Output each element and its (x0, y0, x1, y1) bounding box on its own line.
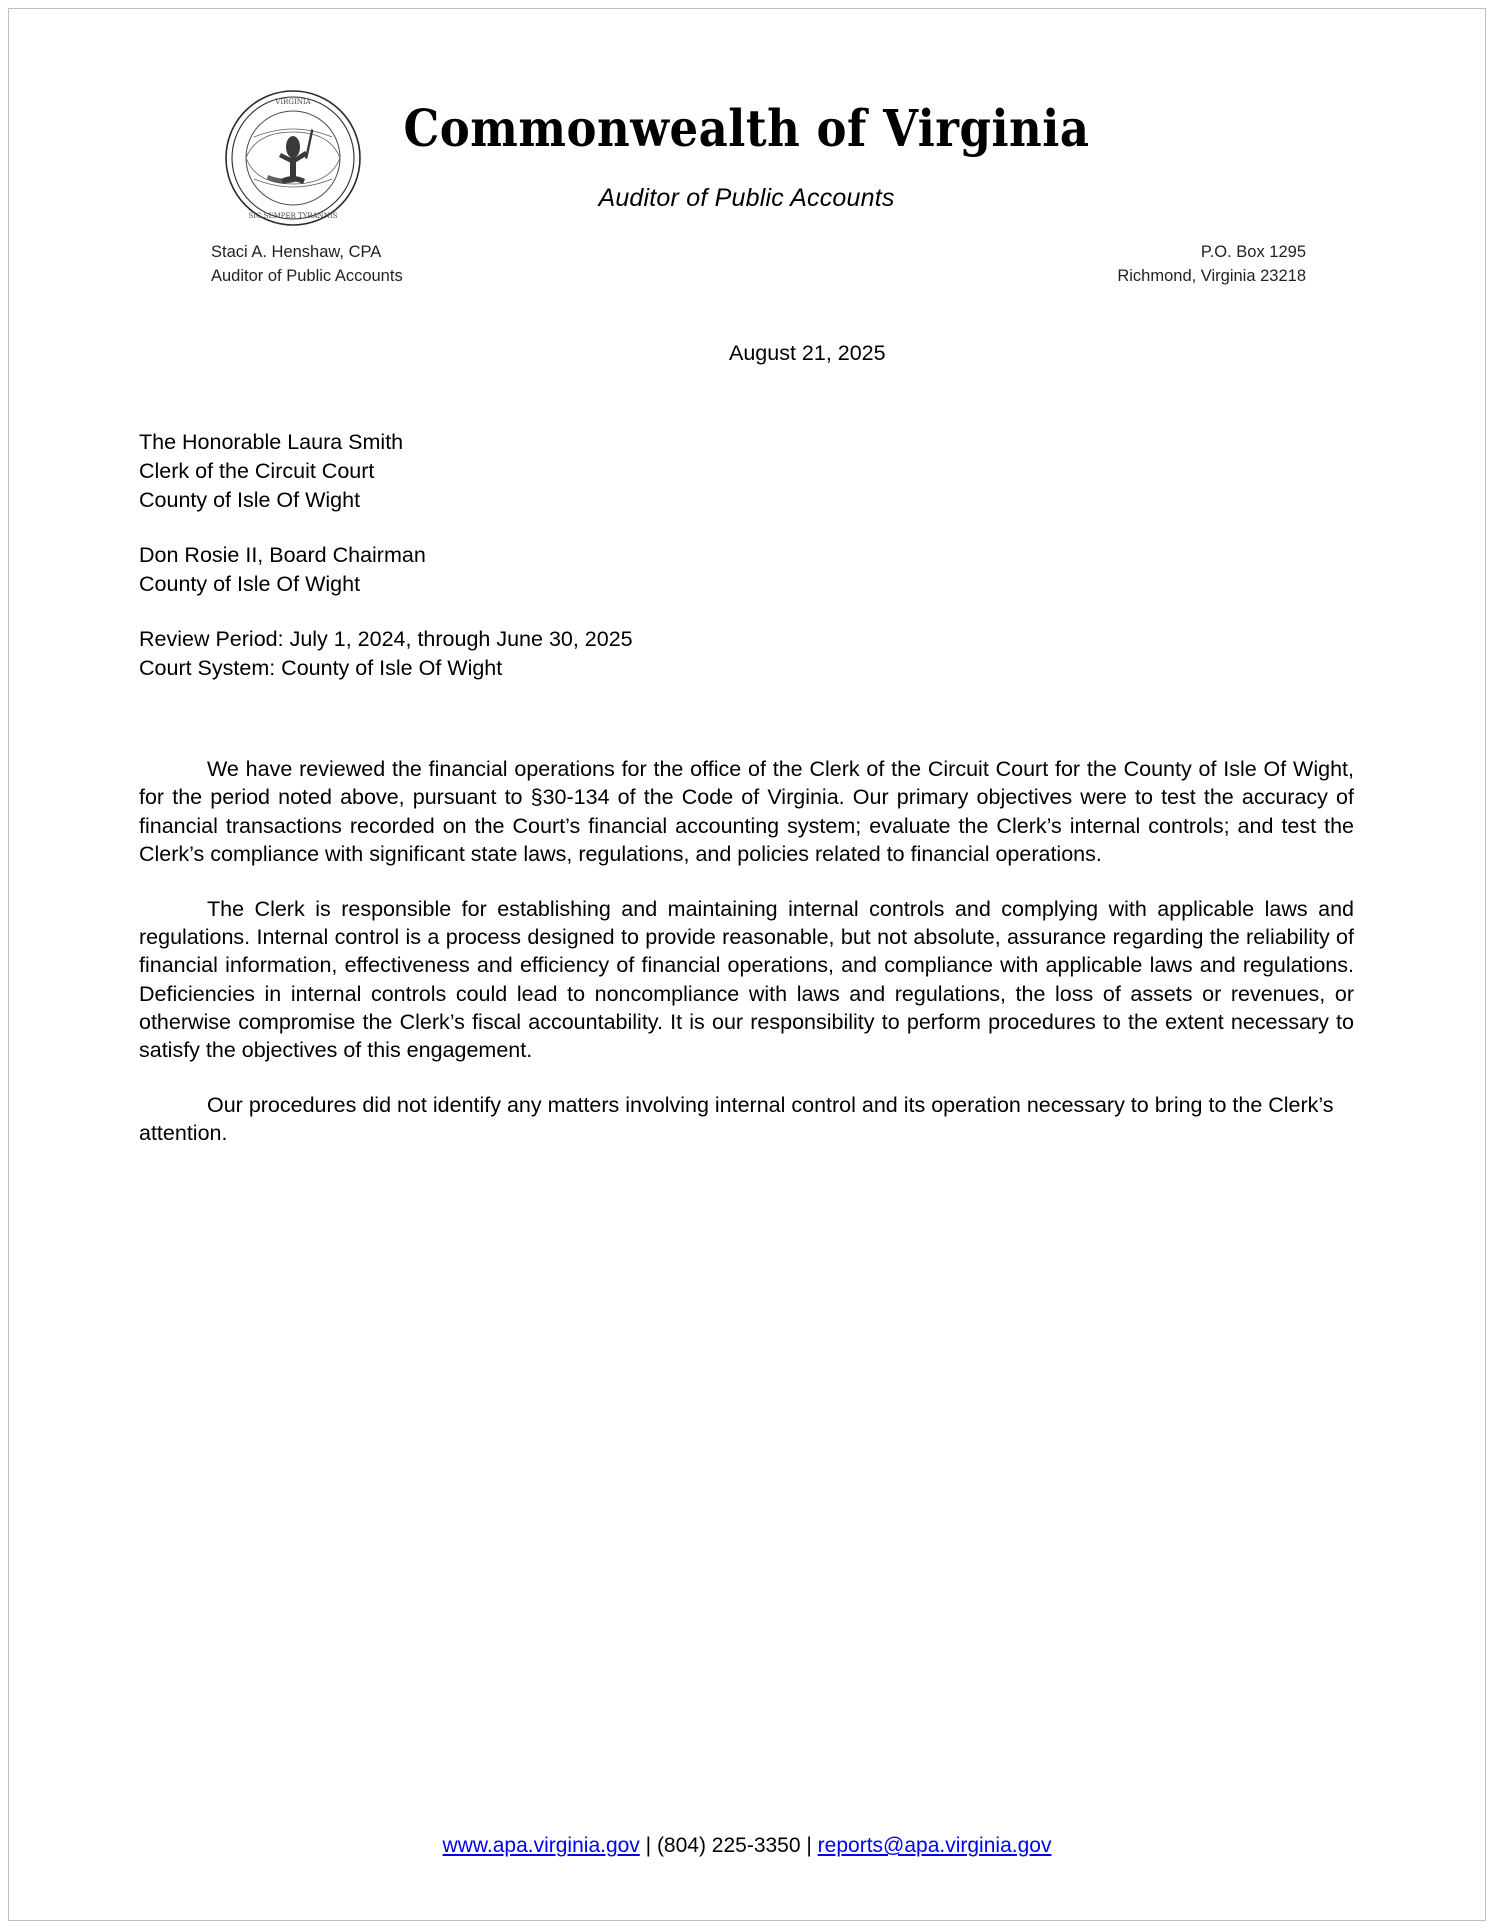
address-city-state-zip: Richmond, Virginia 23218 (1117, 266, 1306, 285)
recipients (139, 428, 1354, 683)
recipient2-name: Don Rosie II, Board Chairman (139, 543, 426, 568)
recipient-primary (139, 428, 1354, 515)
letter-body (139, 755, 1354, 1148)
address-po-box: P.O. Box 1295 (1200, 243, 1306, 261)
page-footer (9, 1834, 1485, 1858)
footer-separator-1: | (639, 1834, 657, 1857)
recipient-locality: County of Isle Of Wight (139, 488, 361, 513)
website-link[interactable]: www.apa.virginia.gov (442, 1834, 640, 1857)
paragraph-1-text: We have reviewed the financial operations for the office of the Clerk of the Circuit Court for the County of Isle Of Wight, for the period noted above, pursuant to §30-134 of the Code of Virginia. Our primary objectives were to test the accuracy of financial transactions recorded on the Court’s financial accounting system; evaluate the Clerk’s internal controls; and test the Clerk’s compliance with significant state laws, regulations, and policies related to financial operations. (139, 757, 1354, 867)
paragraph-2-text: The Clerk is responsible for establishing and maintaining internal controls and complying with applicable laws and regulations. Internal control is a process designed to provide reasonable, but not absolute, assurance regarding the reliability of financial information, effectiveness and efficiency of financial operations, and compliance with applicable laws and regulations. Deficiencies in internal controls could lead to noncompliance with laws and regulations, the loss of assets or revenues, or otherwise compromise the Clerk’s fiscal accountability. It is our responsibility to perform procedures to the extent necessary to satisfy the objectives of this engagement. (139, 896, 1354, 1063)
body-paragraph-3 (139, 1091, 1354, 1148)
auditor-role: Auditor of Public Accounts (211, 266, 403, 285)
auditor-name: Staci A. Henshaw, CPA (211, 243, 382, 261)
recipient2-locality: County of Isle Of Wight (139, 572, 361, 597)
svg-text:VIRGINIA: VIRGINIA (275, 98, 311, 106)
footer-phone: (804) 225-3350 (656, 1834, 801, 1857)
engagement-details (139, 625, 1354, 683)
auditor-block (211, 241, 403, 289)
letterhead-subtitle: Auditor of Public Accounts (598, 184, 895, 212)
review-period: Review Period: July 1, 2024, through June 30, 2025 (139, 627, 633, 652)
email-link[interactable]: reports@apa.virginia.gov (817, 1834, 1052, 1857)
paragraph-3-text: Our procedures did not identify any matters involving internal control and its operation necessary to bring to the Clerk’s attention. (139, 1092, 1334, 1146)
body-paragraph-2 (139, 895, 1354, 1065)
footer-separator-2: | (800, 1834, 818, 1857)
recipient-secondary (139, 541, 1354, 599)
svg-text:SIC SEMPER TYRANNIS: SIC SEMPER TYRANNIS (248, 212, 338, 220)
body-paragraph-1 (139, 755, 1354, 869)
document-content (139, 69, 1354, 1174)
court-system: Court System: County of Isle Of Wight (139, 656, 503, 681)
recipient-title: Clerk of the Circuit Court (139, 459, 375, 484)
letterhead-title: Commonwealth of Virginia (403, 99, 1090, 159)
document-page (8, 8, 1486, 1921)
letterhead (139, 69, 1354, 299)
letter-date: August 21, 2025 (729, 341, 886, 365)
office-address-block (1117, 241, 1306, 289)
recipient-name: The Honorable Laura Smith (139, 430, 404, 454)
